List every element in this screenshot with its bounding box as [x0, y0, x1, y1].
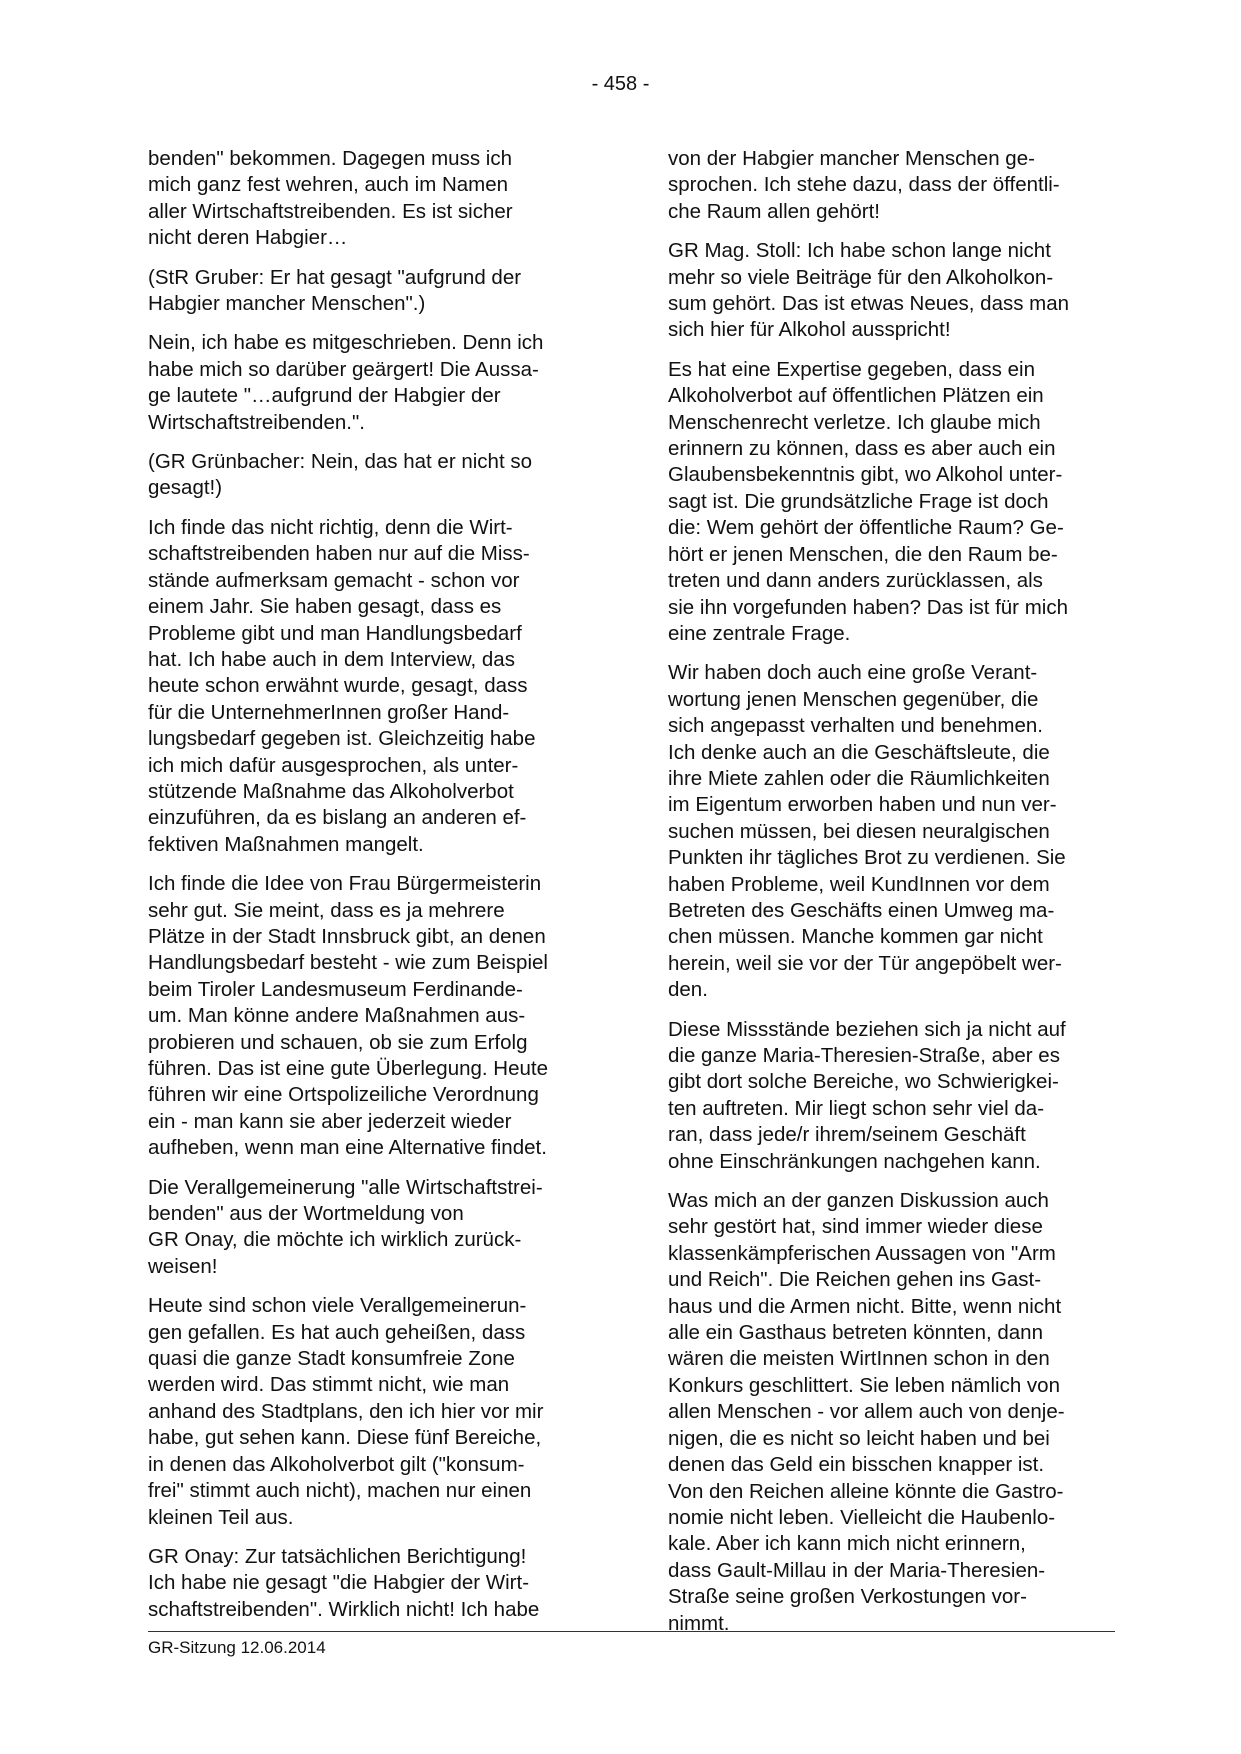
right-column — [668, 146, 1108, 1650]
paragraph: Wir haben doch auch eine große Verant- wortung jenen Menschen gegenüber, die sich angepasst verhalten und benehmen. Ich denke auch an die Geschäftsleute, die ihre Miete zahlen oder die Räumlichkeiten im Eigentum erworben haben und nun ver- suchen müssen, bei diesen neuralgischen Punkten ihr tägliches Brot zu verdienen. Sie haben Probleme, weil KundInnen vor dem Betreten des Geschäfts einen Umweg ma- chen müssen. Manche kommen gar nicht herein, weil sie vor der Tür angepöbelt wer- den. — [668, 661, 1066, 1002]
paragraph: benden" bekommen. Dagegen muss ich mich ganz fest wehren, auch im Namen aller Wirtschaftstreibenden. Es ist sicher nicht deren Habgier… — [148, 147, 513, 250]
paragraph: Heute sind schon viele Verallgemeinerun- gen gefallen. Es hat auch geheißen, dass quasi die ganze Stadt konsumfreie Zone werden wird. Das stimmt nicht, wie man anhand des Stadtplans, den ich hier vor mir habe, gut sehen kann. Diese fünf Bereiche, in denen das Alkoholverbot gilt ("konsum- frei" stimmt auch nicht), machen nur einen kleinen Teil aus. — [148, 1294, 544, 1529]
paragraph: Ich finde das nicht richtig, denn die Wirt- schaftstreibenden haben nur auf die Miss- stände aufmerksam gemacht - schon vor einem Jahr. Sie haben gesagt, dass es Probleme gibt und man Handlungsbedarf hat. Ich habe auch in dem Interview, das heute schon erwähnt wurde, gesagt, dass für die UnternehmerInnen großer Hand- lungsbedarf gegeben ist. Gleichzeitig habe ich mich dafür ausgesprochen, als unter- stützende Maßnahme das Alkoholverbot einzuführen, da es bislang an anderen ef- fektiven Maßnahmen mangelt. — [148, 515, 536, 856]
paragraph: Ich finde die Idee von Frau Bürgermeisterin sehr gut. Sie meint, dass es ja mehrere Plätze in der Stadt Innsbruck gibt, an denen Handlungsbedarf besteht - wie zum Beispiel beim Tiroler Landesmuseum Ferdinande- um. Man könne andere Maßnahmen aus- probieren und schauen, ob sie zum Erfolg führen. Das ist eine gute Überlegung. Heute führen wir eine Ortspolizeiliche Verordnung ein - man kann sie aber jederzeit wieder aufheben, wenn man eine Alternative findet. — [148, 872, 549, 1160]
paragraph: GR Onay: Zur tatsächlichen Berichtigung! Ich habe nie gesagt "die Habgier der Wirt- schaftstreibenden". Wirklich nicht! Ich habe — [148, 1544, 540, 1621]
paragraph: Diese Missstände beziehen sich ja nicht auf die ganze Maria-Theresien-Straße, aber es gibt dort solche Bereiche, wo Schwierigkei- ten auftreten. Mir liegt schon sehr viel da- ran, dass jede/r ihrem/seinem Geschäft ohne Einschränkungen nachgehen kann. — [668, 1017, 1066, 1173]
paragraph: GR Mag. Stoll: Ich habe schon lange nicht mehr so viele Beiträge für den Alkoholkon- sum gehört. Das ist etwas Neues, dass man sich hier für Alkohol ausspricht! — [668, 239, 1070, 342]
paragraph: Es hat eine Expertise gegeben, dass ein Alkoholverbot auf öffentlichen Plätzen ein Menschenrecht verletze. Ich glaube mich erinnern zu können, dass es aber auch ein Glaubensbekenntnis gibt, wo Alkohol unter- sagt ist. Die grundsätzliche Frage ist doch die: Wem gehört der öffentliche Raum? Ge- hört er jenen Menschen, die den Raum be- treten und dann anders zurücklassen, als sie ihn vorgefunden haben? Das ist für mich eine zentrale Frage. — [668, 357, 1068, 645]
paragraph: Was mich an der ganzen Diskussion auch sehr gestört hat, sind immer wieder diese klassenkämpferischen Aussagen von "Arm und Reich". Die Reichen gehen ins Gast- haus und die Armen nicht. Bitte, wenn nicht alle ein Gasthaus betreten könnten, dann wären die meisten WirtInnen schon in den Konkurs geschlittert. Sie leben nämlich von allen Menschen - vor allem auch von denje- nigen, die es nicht so leicht haben und bei denen das Geld ein bisschen knapper ist. Von den Reichen alleine könnte die Gastro- nomie nicht leben. Vielleicht die Haubenlo- kale. Aber ich kann mich nicht erinnern, dass Gault-Millau in der Maria-Theresien- Straße seine großen Verkostungen vor- nimmt. — [668, 1189, 1065, 1635]
left-column — [148, 146, 588, 1636]
footer-session-date: GR-Sitzung 12.06.2014 — [148, 1638, 326, 1657]
paragraph: (GR Grünbacher: Nein, das hat er nicht so gesagt!) — [148, 450, 532, 500]
paragraph: Die Verallgemeinerung "alle Wirtschaftstrei- benden" aus der Wortmeldung von GR Onay, die möchte ich wirklich zurück- weisen! — [148, 1175, 543, 1278]
page-number: - 458 - — [591, 73, 650, 95]
paragraph: von der Habgier mancher Menschen ge- sprochen. Ich stehe dazu, dass der öffentli- che Raum allen gehört! — [668, 147, 1060, 223]
paragraph: (StR Gruber: Er hat gesagt "aufgrund der Habgier mancher Menschen".) — [148, 265, 522, 316]
paragraph: Nein, ich habe es mitgeschrieben. Denn ich habe mich so darüber geärgert! Die Aussa- ge lautete "…aufgrund der Habgier der Wirtschaftstreibenden.". — [148, 331, 544, 434]
footer-divider — [148, 1631, 1115, 1632]
